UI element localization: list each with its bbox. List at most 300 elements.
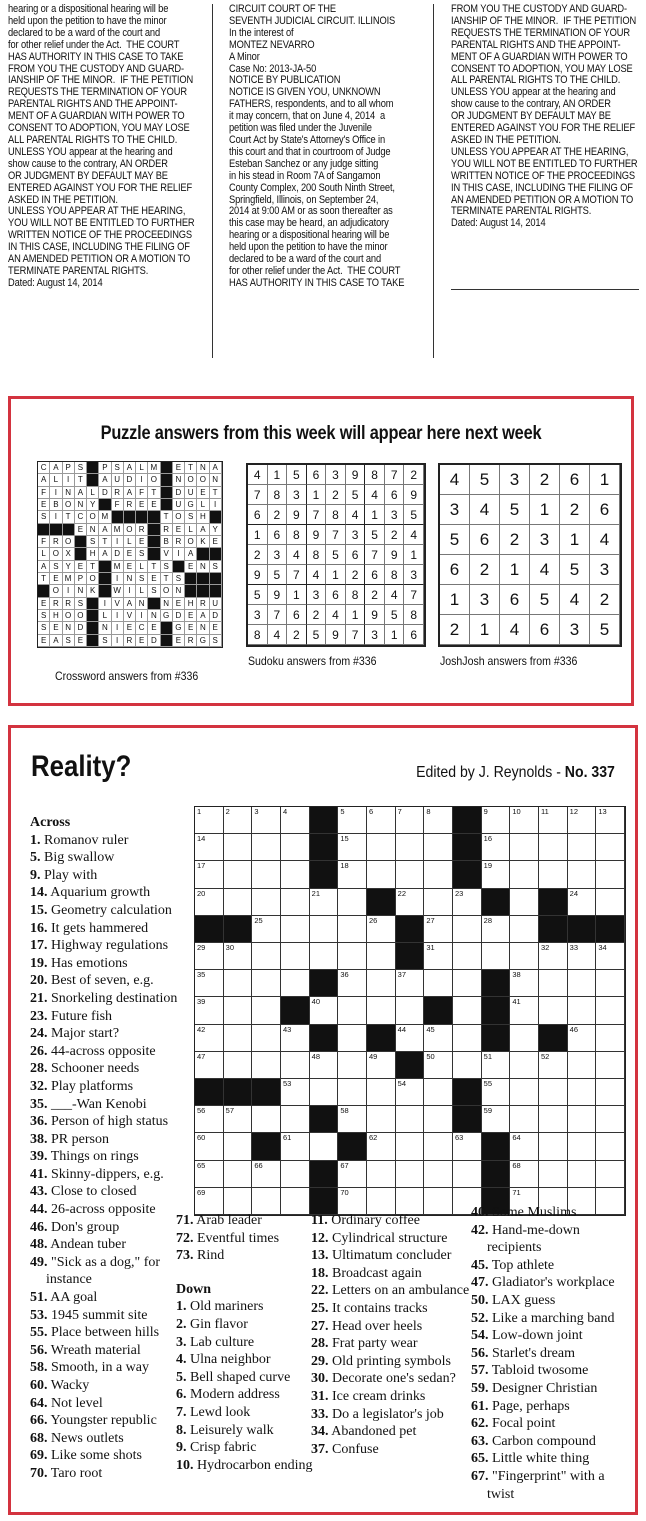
grid-cell <box>367 807 396 834</box>
clue-number: 4. <box>176 1352 187 1368</box>
sudoku-cell: 9 <box>307 525 327 545</box>
clue-number: 24. <box>30 1026 48 1042</box>
clue <box>30 990 198 1008</box>
joshjosh-cell: 5 <box>530 585 560 615</box>
sudoku-cell: 9 <box>346 465 366 485</box>
answer-letter: I <box>112 536 124 548</box>
grid-cell <box>510 943 539 970</box>
sudoku-cell: 4 <box>326 605 346 625</box>
sudoku-cell: 5 <box>248 585 268 605</box>
clue-number: 45 <box>426 1024 435 1034</box>
grid-cell <box>453 1025 482 1052</box>
answer-letter: N <box>210 474 222 486</box>
joshjosh-cell: 4 <box>500 615 530 645</box>
clue-number: 6 <box>368 807 374 816</box>
clue-number: 12. <box>311 1230 329 1246</box>
clue-text: Bell shaped curve <box>190 1369 291 1385</box>
grid-cell <box>424 970 453 997</box>
clue-number: 13 <box>598 807 607 816</box>
black-square <box>453 1079 482 1106</box>
clue-number: 51. <box>30 1290 48 1306</box>
black-square <box>99 561 111 573</box>
black-square <box>195 1079 224 1106</box>
legal-column-3 <box>451 4 638 230</box>
clue-text: Cylindrical structure <box>332 1230 448 1246</box>
clue-text: PR person <box>51 1131 109 1147</box>
clue <box>30 1307 198 1325</box>
black-square <box>87 598 99 610</box>
answer-letter: I <box>99 598 111 610</box>
clue <box>311 1441 471 1459</box>
sudoku-cell: 7 <box>326 525 346 545</box>
clue <box>30 1201 198 1219</box>
clue-text: Snorkeling destination <box>51 990 178 1006</box>
grid-cell <box>195 1025 224 1052</box>
black-square <box>281 997 310 1024</box>
clue-text: Skinny-dippers, e.g. <box>51 1166 164 1182</box>
answer-letter: D <box>210 610 222 622</box>
clue <box>30 1342 198 1360</box>
sudoku-cell: 8 <box>287 525 307 545</box>
clue-number: 29 <box>197 943 206 952</box>
clue-number: 55 <box>483 1079 492 1088</box>
clue <box>176 1369 314 1387</box>
clue-text: Ulna neighbor <box>190 1352 271 1368</box>
answer-letter: O <box>185 536 197 548</box>
legal-line: Esteban Sanchez or any judge sitting <box>229 157 379 170</box>
answer-letter: P <box>99 462 111 474</box>
grid-cell <box>539 1133 568 1160</box>
across-heading: Across <box>30 815 71 830</box>
clue-text: News outlets <box>51 1430 124 1446</box>
clue-number: 25 <box>254 915 263 925</box>
clue-number: 70 <box>340 1187 349 1197</box>
clue <box>471 1380 633 1398</box>
answer-letter: F <box>38 487 50 499</box>
answer-letter: S <box>210 561 222 573</box>
answer-letter: E <box>75 635 87 647</box>
grid-cell <box>424 1025 453 1052</box>
clue <box>30 1078 198 1096</box>
grid-cell <box>338 807 367 834</box>
joshjosh-cell: 5 <box>560 555 590 585</box>
answer-letter: Y <box>63 561 75 573</box>
clue-number: 16. <box>30 920 48 936</box>
legal-line: Dated: August 14, 2014 <box>8 276 103 289</box>
clue-text: Ice cream drinks <box>332 1388 426 1404</box>
clue <box>311 1423 471 1441</box>
grid-cell <box>195 861 224 888</box>
answer-letter: E <box>38 499 50 511</box>
clue-text: Andean tuber <box>50 1237 127 1253</box>
legal-line: for other relief under the Act. THE COURT <box>229 264 401 277</box>
clue <box>471 1327 633 1345</box>
clue-number: 30. <box>311 1371 329 1387</box>
answer-letter: C <box>75 511 87 523</box>
grid-cell <box>510 1161 539 1188</box>
clue-text: Don's group <box>51 1219 120 1235</box>
clue-number: 16 <box>483 834 492 844</box>
clue <box>471 1468 633 1503</box>
answer-letter: A <box>38 474 50 486</box>
clue <box>176 1230 314 1248</box>
black-square <box>482 970 511 997</box>
black-square <box>338 1133 367 1160</box>
answer-letter: A <box>50 462 62 474</box>
sudoku-cell: 7 <box>385 465 405 485</box>
answer-letter: I <box>50 511 62 523</box>
black-square <box>310 970 339 997</box>
clue-number: 59 <box>483 1106 492 1116</box>
clue-number: 64 <box>512 1133 521 1143</box>
clue-number: 10. <box>176 1457 194 1473</box>
sudoku-cell: 4 <box>307 565 327 585</box>
answer-letter: V <box>112 598 124 610</box>
clue-number: 68. <box>30 1430 48 1446</box>
answer-letter: S <box>210 635 222 647</box>
grid-cell <box>510 1106 539 1133</box>
crossword-puzzle-box <box>8 725 638 1515</box>
grid-cell <box>195 1052 224 1079</box>
clue-number: 2. <box>176 1316 187 1332</box>
clue-number: 67. <box>471 1468 489 1484</box>
black-square <box>539 1025 568 1052</box>
answer-letter: E <box>148 499 160 511</box>
clue-number: 52. <box>471 1310 489 1326</box>
answer-letter: G <box>197 635 209 647</box>
legal-line: Court Act by State's Attorney's Office in <box>229 133 386 146</box>
joshjosh-cell: 1 <box>500 555 530 585</box>
clue <box>311 1353 471 1371</box>
grid-cell <box>367 943 396 970</box>
sudoku-cell: 4 <box>287 545 307 565</box>
grid-cell <box>539 997 568 1024</box>
answer-letter: T <box>161 511 173 523</box>
black-square <box>75 548 87 560</box>
grid-cell <box>252 1188 281 1215</box>
answer-letter: M <box>148 462 160 474</box>
clue-number: 27 <box>426 915 435 925</box>
answer-letter: L <box>136 585 148 597</box>
answer-letter: E <box>173 462 185 474</box>
legal-line: FROM YOU THE CUSTODY AND GUARD- <box>8 62 184 75</box>
clue <box>311 1318 471 1336</box>
legal-line: IN THIS CASE, INCLUDING THE FILING OF <box>451 181 633 194</box>
clue-number: 72. <box>176 1230 194 1246</box>
clue-number: 27. <box>311 1318 329 1334</box>
legal-line: County Complex, 200 South Ninth Street, <box>229 181 395 194</box>
grid-cell <box>195 1161 224 1188</box>
clue-text: Frat party wear <box>332 1336 418 1352</box>
clue-number: 28. <box>311 1336 329 1352</box>
grid-cell <box>424 861 453 888</box>
answer-letter: I <box>63 585 75 597</box>
clue-number: 9. <box>30 867 41 883</box>
grid-cell <box>568 943 597 970</box>
legal-line: held upon the petition to have the minor <box>8 14 167 27</box>
legal-line: REQUESTS THE TERMINATION OF YOUR <box>451 26 630 39</box>
answer-letter: P <box>63 462 75 474</box>
answer-letter: W <box>112 585 124 597</box>
sudoku-cell: 3 <box>307 585 327 605</box>
clue-number: 4 <box>282 807 288 816</box>
answer-letter: E <box>173 635 185 647</box>
clue <box>30 1324 198 1342</box>
clue-text: Tabloid twosome <box>491 1363 589 1379</box>
grid-cell <box>396 970 425 997</box>
joshjosh-cell: 1 <box>530 495 560 525</box>
clue-number: 68 <box>512 1160 521 1170</box>
clue-text: "Sick as a dog," for instance <box>46 1254 161 1288</box>
answer-letter: N <box>197 462 209 474</box>
clue-number: 60. <box>30 1378 48 1393</box>
clue <box>30 1395 198 1413</box>
grid-cell <box>568 1106 597 1133</box>
clue-number: 46. <box>30 1219 48 1235</box>
sudoku-cell: 9 <box>326 625 346 645</box>
black-square <box>224 1079 253 1106</box>
grid-cell <box>453 916 482 943</box>
black-square <box>396 943 425 970</box>
grid-cell <box>367 1161 396 1188</box>
clue <box>471 1345 633 1363</box>
clue-number: 46 <box>569 1024 578 1034</box>
clue-text: Aquarium growth <box>50 885 151 901</box>
grid-cell <box>396 834 425 861</box>
clue <box>30 1289 198 1307</box>
clue <box>311 1370 471 1388</box>
sudoku-cell: 5 <box>346 485 366 505</box>
legal-line: MENT OF A GUARDIAN WITH POWER TO <box>451 50 628 63</box>
grid-cell <box>224 834 253 861</box>
clue-number: 61 <box>282 1133 292 1143</box>
black-square <box>161 635 173 647</box>
clue-number: 11. <box>311 1213 328 1228</box>
clue-text: Close to closed <box>51 1184 137 1200</box>
sudoku-cell: 4 <box>268 625 288 645</box>
clue-number: 58 <box>340 1106 349 1116</box>
answer-letter: A <box>99 548 111 560</box>
clue <box>311 1335 471 1353</box>
clue-number: 39. <box>30 1149 48 1165</box>
black-square <box>310 834 339 861</box>
black-square <box>63 524 75 536</box>
clue <box>471 1222 633 1257</box>
answer-letter: T <box>99 536 111 548</box>
clue <box>30 1060 198 1078</box>
legal-line: AN AMENDED PETITION OR A MOTION TO <box>451 193 634 206</box>
legal-line: ASKED IN THE PETITION. <box>8 193 118 206</box>
clue-number: 51 <box>483 1051 492 1061</box>
clue-number: 28. <box>30 1061 48 1077</box>
joshjosh-cell: 3 <box>560 615 590 645</box>
clue-number: 32. <box>30 1078 48 1094</box>
clue <box>176 1298 314 1316</box>
answer-letter: O <box>50 585 62 597</box>
legal-line: show cause to the contrary, AN ORDER <box>451 98 611 111</box>
answer-letter: L <box>124 536 136 548</box>
answer-letter: I <box>112 573 124 585</box>
black-square <box>482 997 511 1024</box>
black-square <box>310 1025 339 1052</box>
joshjosh-cell: 5 <box>440 525 470 555</box>
grid-cell <box>596 1052 625 1079</box>
joshjosh-cell: 5 <box>590 615 620 645</box>
grid-cell <box>596 997 625 1024</box>
sudoku-cell: 7 <box>404 585 424 605</box>
grid-cell <box>510 834 539 861</box>
black-square <box>75 536 87 548</box>
grid-cell <box>568 1052 597 1079</box>
sudoku-answers-grid <box>246 463 426 647</box>
answer-letter: E <box>124 622 136 634</box>
clue <box>30 1043 198 1061</box>
clue-text: Modern address <box>190 1387 280 1403</box>
black-square <box>136 511 148 523</box>
sudoku-cell: 2 <box>326 485 346 505</box>
joshjosh-cell: 6 <box>560 465 590 495</box>
clue-text: Taro root <box>50 1465 103 1481</box>
grid-cell <box>338 861 367 888</box>
clue-number: 31 <box>426 943 435 952</box>
grid-cell <box>424 889 453 916</box>
grid-cell <box>224 1106 253 1133</box>
answer-letter: F <box>112 499 124 511</box>
sudoku-cell: 9 <box>404 485 424 505</box>
grid-cell <box>224 1133 253 1160</box>
answer-letter: O <box>75 610 87 622</box>
answer-letter: V <box>124 610 136 622</box>
black-square <box>396 1052 425 1079</box>
answer-letter: U <box>210 598 222 610</box>
clue <box>30 1131 198 1149</box>
clue-number: 33. <box>311 1406 329 1422</box>
answer-letter: N <box>87 524 99 536</box>
joshjosh-cell: 2 <box>560 495 590 525</box>
grid-cell <box>453 943 482 970</box>
answer-letter: O <box>161 585 173 597</box>
grid-cell <box>338 1106 367 1133</box>
grid-cell <box>424 1188 453 1215</box>
clue-text: Arab leader <box>196 1213 262 1228</box>
grid-cell <box>424 1161 453 1188</box>
grid-cell <box>367 1133 396 1160</box>
black-square <box>112 511 124 523</box>
black-square <box>210 585 222 597</box>
clue-number: 36. <box>30 1114 48 1130</box>
clue <box>176 1386 314 1404</box>
clue <box>176 1351 314 1369</box>
clue-number: 47. <box>471 1275 489 1291</box>
answer-letter: A <box>99 474 111 486</box>
clue-text: Page, perhaps <box>492 1398 570 1414</box>
sudoku-cell: 1 <box>287 585 307 605</box>
answer-letter: P <box>75 573 87 585</box>
clue-text: Has emotions <box>51 955 128 971</box>
clue-number: 44. <box>30 1202 48 1218</box>
grid-cell <box>252 861 281 888</box>
answer-letter: S <box>75 598 87 610</box>
black-square <box>367 889 396 916</box>
joshjosh-cell: 5 <box>470 465 500 495</box>
clue <box>311 1265 471 1283</box>
sudoku-cell: 8 <box>268 485 288 505</box>
clue-text: Like some shots <box>51 1448 142 1464</box>
black-square <box>148 511 160 523</box>
answer-letter: U <box>173 499 185 511</box>
answer-letter: A <box>50 635 62 647</box>
clue-number: 21 <box>311 888 320 898</box>
legal-line: this court and that in courtroom of Judge <box>229 145 391 158</box>
answer-letter: E <box>124 561 136 573</box>
clue-number: 2 <box>225 807 230 816</box>
legal-line: REQUESTS THE TERMINATION OF YOUR <box>8 86 187 99</box>
grid-cell <box>281 1079 310 1106</box>
legal-line: YOU WILL NOT BE ENTITLED TO FURTHER <box>451 157 638 170</box>
answer-letter: L <box>87 487 99 499</box>
clue-number: 14 <box>197 834 206 844</box>
sudoku-cell: 2 <box>268 505 288 525</box>
clue-text: Eventful times <box>197 1230 280 1246</box>
answers-title: Puzzle answers from this week will appear here next week <box>100 423 542 444</box>
clue-text: Head over heels <box>332 1318 423 1334</box>
grid-cell <box>510 861 539 888</box>
answer-letter: G <box>173 622 185 634</box>
clue <box>30 1183 198 1201</box>
clue-number: 7 <box>397 807 402 816</box>
grid-cell <box>338 997 367 1024</box>
grid-cell <box>482 916 511 943</box>
joshjosh-answers-caption: JoshJosh answers from #336 <box>440 654 578 668</box>
grid-cell <box>252 1161 281 1188</box>
grid-cell <box>539 970 568 997</box>
clue-text: Schooner needs <box>51 1061 140 1077</box>
grid-cell <box>510 970 539 997</box>
clue-text: Hydrocarbon ending <box>197 1457 313 1473</box>
grid-cell <box>596 889 625 916</box>
legal-line: Dated: August 14, 2014 <box>451 217 546 230</box>
grid-cell <box>195 889 224 916</box>
joshjosh-cell: 2 <box>500 525 530 555</box>
clue-text: Lewd look <box>190 1404 251 1420</box>
answer-letter: E <box>75 561 87 573</box>
clue-text: Gin flavor <box>190 1316 248 1332</box>
answer-letter: N <box>173 474 185 486</box>
black-square <box>539 916 568 943</box>
sudoku-cell: 4 <box>346 505 366 525</box>
black-square <box>87 474 99 486</box>
answer-letter: N <box>124 573 136 585</box>
legal-line: NOTICE IS GIVEN YOU, UNKNOWN <box>229 86 381 99</box>
answer-letter: M <box>63 573 75 585</box>
clue-number: 37 <box>397 970 406 980</box>
black-square <box>38 524 50 536</box>
clue-text: Low-down joint <box>492 1328 583 1344</box>
clue-number: 23 <box>454 888 464 898</box>
sudoku-cell: 3 <box>287 485 307 505</box>
sudoku-cell: 4 <box>385 585 405 605</box>
grid-cell <box>396 1188 425 1215</box>
clue-number: 44 <box>397 1024 406 1034</box>
grid-cell <box>482 943 511 970</box>
sudoku-cell: 3 <box>268 545 288 565</box>
clue-number: 5. <box>176 1369 187 1385</box>
clue-number: 31. <box>311 1388 329 1404</box>
joshjosh-cell: 3 <box>470 585 500 615</box>
clue-number: 18. <box>311 1265 329 1281</box>
grid-cell <box>396 1025 425 1052</box>
joshjosh-cell: 6 <box>530 615 560 645</box>
